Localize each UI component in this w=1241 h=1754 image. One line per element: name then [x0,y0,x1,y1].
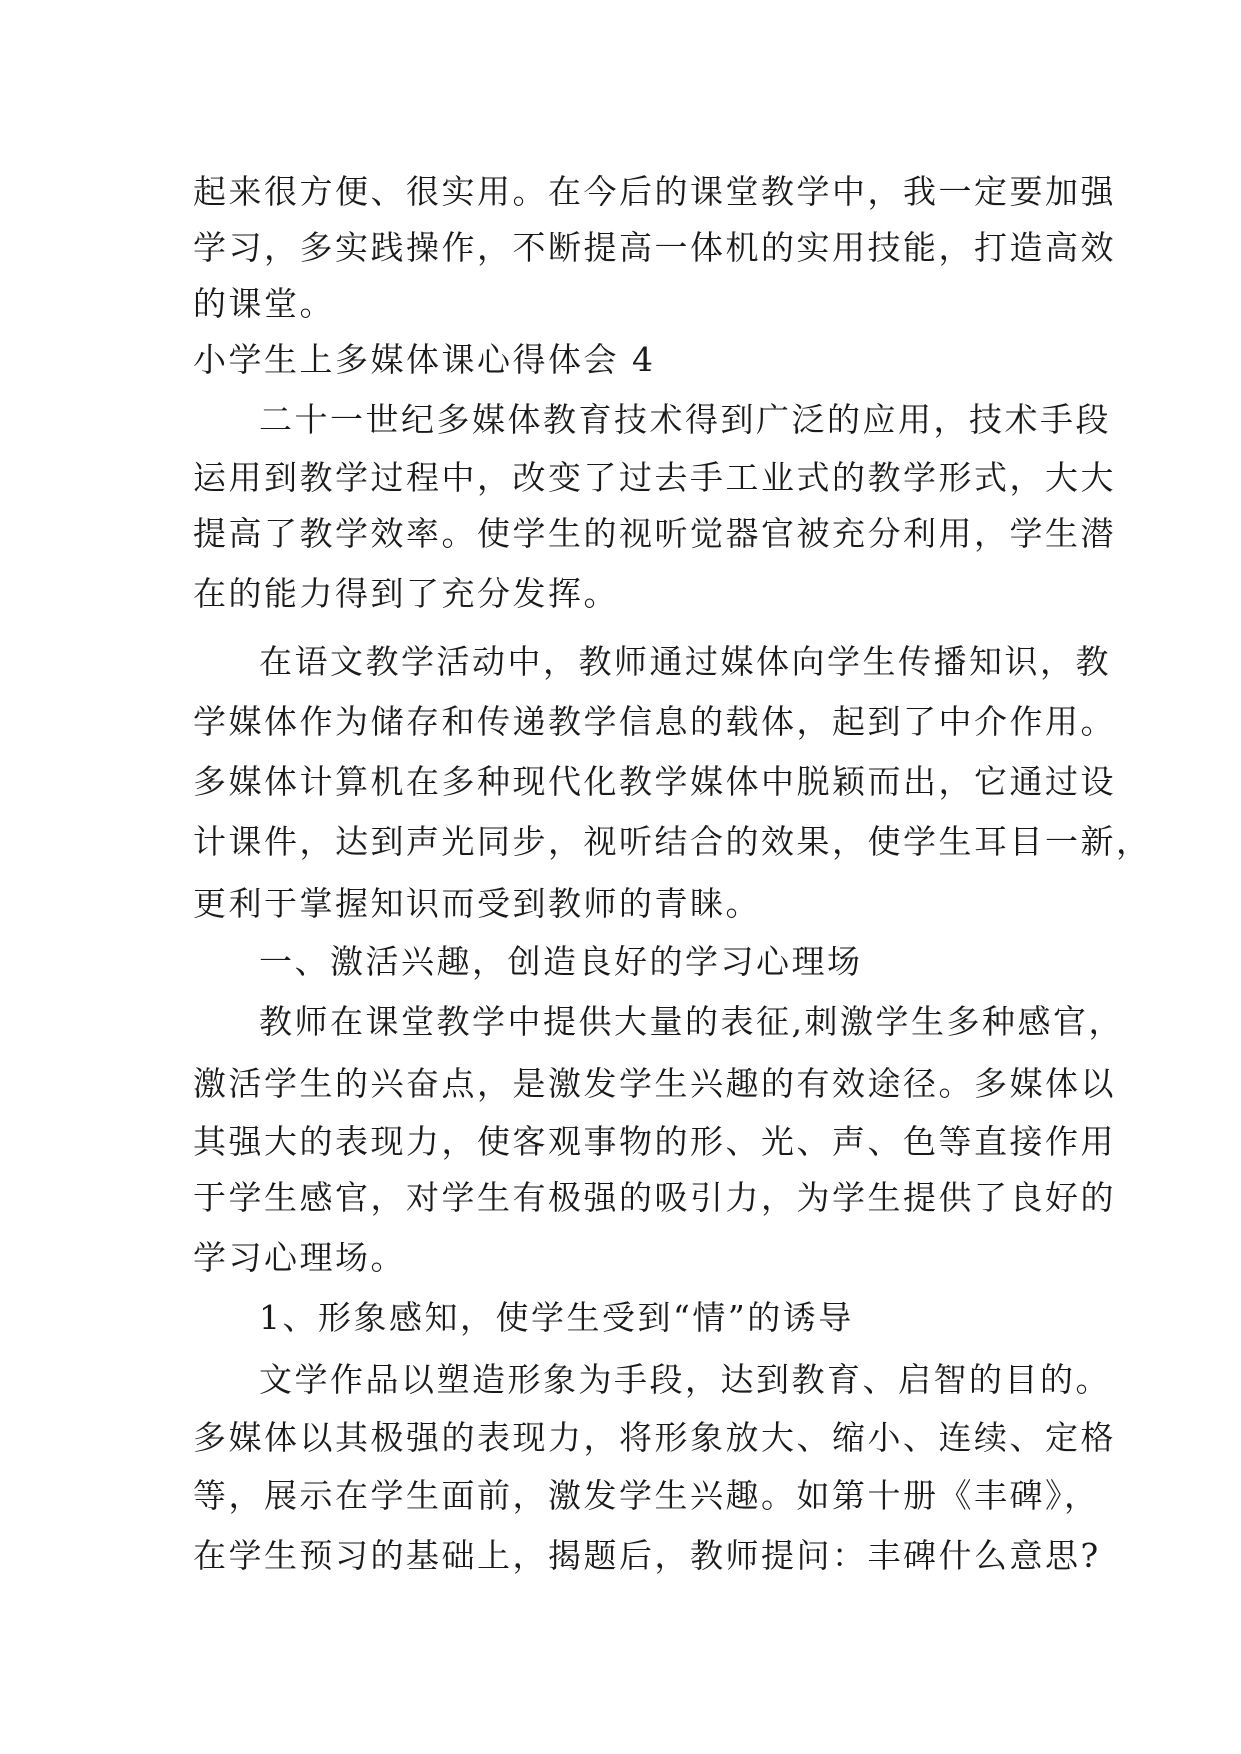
text-line: 多媒体以其极强的表现力，将形象放大、缩小、连续、定格 [193,1418,1116,1457]
text-line: 二十一世纪多媒体教育技术得到广泛的应用，技术手段 [259,400,1111,439]
text-line: 在的能力得到了充分发挥。 [193,574,619,613]
text-line: 学媒体作为储存和传递教学信息的载体，起到了中介作用。 [193,702,1116,741]
text-line: 的课堂。 [193,284,335,323]
text-line: 起来很方便、很实用。在今后的课堂教学中，我一定要加强 [193,172,1116,211]
text-line: 激活学生的兴奋点，是激发学生兴趣的有效途径。多媒体以 [193,1064,1116,1103]
text-line: 学习心理场。 [193,1238,406,1277]
text-line: 运用到教学过程中，改变了过去手工业式的教学形式，大大 [193,458,1116,497]
text-line: 提高了教学效率。使学生的视听觉器官被充分利用，学生潜 [193,514,1116,553]
text-line: 教师在课堂教学中提供大量的表征,刺激学生多种感官， [259,1002,1124,1041]
text-line: 计课件，达到声光同步，视听结合的效果，使学生耳目一新， [193,822,1152,861]
text-line: 等，展示在学生面前，激发学生兴趣。如第十册《丰碑》， [193,1476,1100,1515]
text-line: 在语文教学活动中，教师通过媒体向学生传播知识，教 [259,642,1111,681]
subsection-heading: 一、激活兴趣，创造良好的学习心理场 [259,942,863,981]
text-line: 于学生感官，对学生有极强的吸引力，为学生提供了良好的 [193,1178,1116,1217]
text-line: 其强大的表现力，使客观事物的形、光、声、色等直接作用 [193,1122,1116,1161]
section-heading: 小学生上多媒体课心得体会 4 [193,340,656,379]
text-line: 文学作品以塑造形象为手段，达到教育、启智的目的。 [259,1360,1111,1399]
subsection-heading: 1、形象感知，使学生受到“情”的诱导 [259,1298,854,1337]
text-line: 在学生预习的基础上，揭题后，教师提问：丰碑什么意思? [193,1536,1101,1575]
text-line: 更利于掌握知识而受到教师的青睐。 [193,884,761,923]
text-line: 多媒体计算机在多种现代化教学媒体中脱颖而出，它通过设 [193,762,1116,801]
text-line: 学习，多实践操作，不断提高一体机的实用技能，打造高效 [193,228,1116,267]
